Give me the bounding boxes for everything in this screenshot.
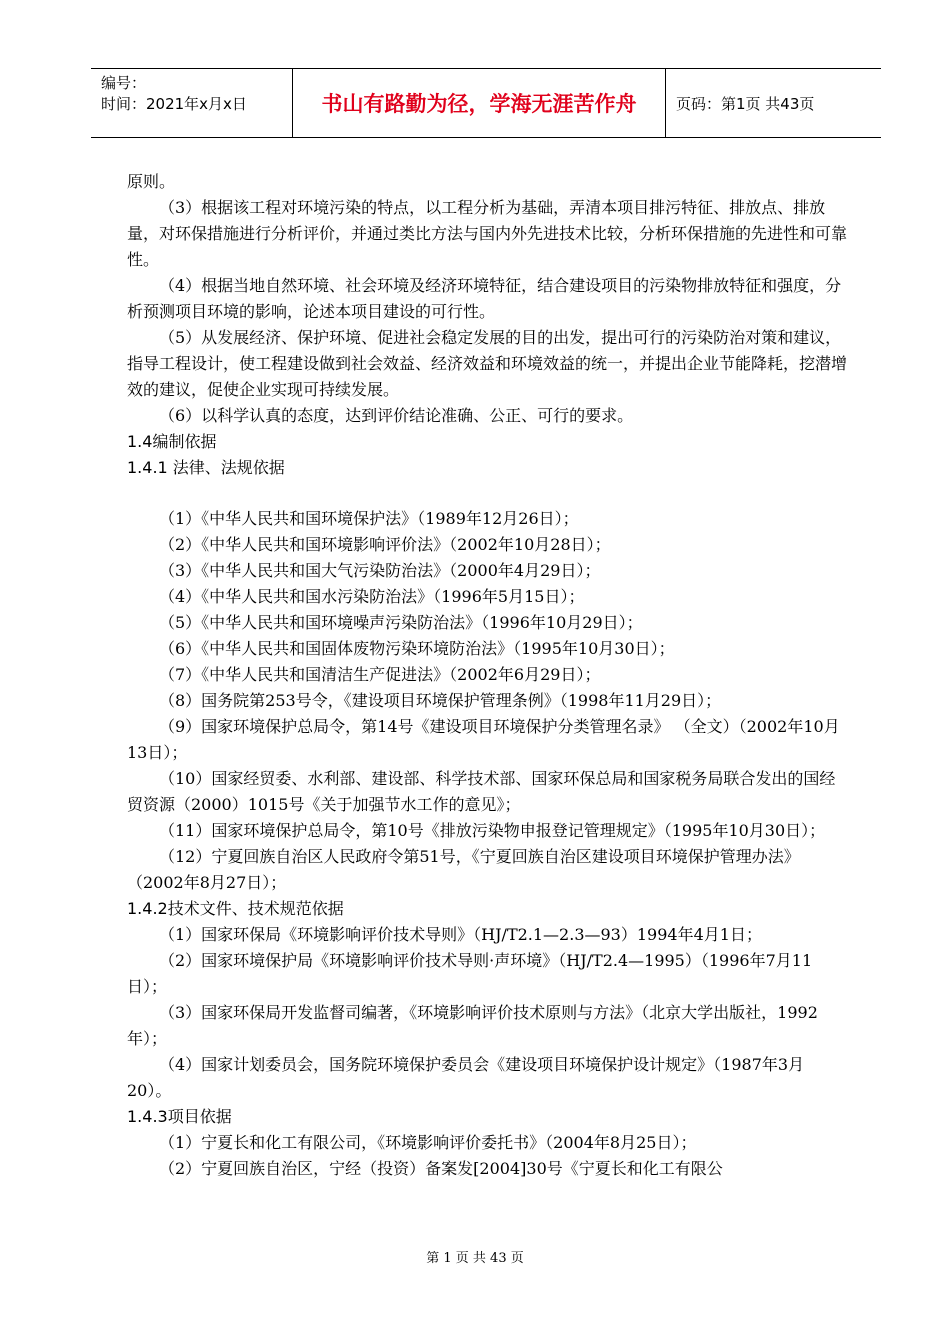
spacer (127, 481, 848, 506)
list-item: （4）国家计划委员会，国务院环境保护委员会《建设项目环境保护设计规定》（1987年3月20）。 (127, 1055, 805, 1100)
paragraph: （3）根据该工程对环境污染的特点，以工程分析为基础，弄清本项目排污特征、排放点、排放量，对环保措施进行分析评价，并通过类比方法与国内外先进技术比较，分析环保措施的先进性和可靠性。 (127, 198, 848, 269)
header-motto: 书山有路勤为径，学海无涯苦作舟 (292, 69, 666, 137)
list-item: （2）《中华人民共和国环境影响评价法》（2002年10月28日）； (159, 535, 611, 554)
list-item: （2）国家环境保护局《环境影响评价技术导则·声环境》（HJ/T2.4—1995）（1996年7月11日）； (127, 951, 813, 996)
page-header (91, 68, 881, 138)
list-item: （10）国家经贸委、水利部、建设部、科学技术部、国家环保总局和国家税务局联合发出的国经贸资源（2000）1015号《关于加强节水工作的意见》； (127, 769, 836, 814)
page-footer: 第 1 页 共 43 页 (426, 1251, 524, 1266)
list-item: （4）《中华人民共和国水污染防治法》（1996年5月15日）； (159, 587, 585, 606)
list-item: （1）国家环保局《环境影响评价技术导则》（HJ/T2.1—2.3—93）1994年4月1日； (159, 925, 762, 944)
list-item: （9）国家环境保护总局令，第14号《建设项目环境保护分类管理名录》 （全文）（2002年10月13日）； (127, 717, 840, 762)
list-item: （8）国务院第253号令，《建设项目环境保护管理条例》（1998年11月29日）； (159, 691, 722, 710)
list-item: （1）宁夏长和化工有限公司，《环境影响评价委托书》（2004年8月25日）； (159, 1133, 697, 1152)
paragraph: 原则。 (127, 172, 176, 191)
list-item: （2）宁夏回族自治区，宁经（投资）备案发[2004]30号《宁夏长和化工有限公 (159, 1159, 723, 1178)
list-item: （3）《中华人民共和国大气污染防治法》（2000年4月29日）； (159, 561, 601, 580)
time-label: 时间：2021年x月x日 (101, 95, 247, 113)
list-item: （11）国家环境保护总局令，第10号《排放污染物申报登记管理规定》（1995年10月30日）； (159, 821, 826, 840)
list-item: （3）国家环保局开发监督司编著，《环境影响评价技术原则与方法》（北京大学出版社，1992年）； (127, 1003, 818, 1048)
header-page-info: 页码：第1页 共43页 (676, 94, 815, 113)
paragraph: （5）从发展经济、保护环境、促进社会稳定发展的目的出发，提出可行的污染防治对策和建议，指导工程设计，使工程建设做到社会效益、经济效益和环境效益的统一，并提出企业节能降耗，挖潜增效的建议，促使企业实现可持续发展。 (127, 328, 848, 399)
list-item: （5）《中华人民共和国环境噪声污染防治法》（1996年10月29日）； (159, 613, 643, 632)
list-item: （7）《中华人民共和国清洁生产促进法》（2002年6月29日）； (159, 665, 601, 684)
section-heading: 1.4.3项目依据 (127, 1107, 232, 1126)
header-meta (91, 69, 292, 137)
paragraph: （4）根据当地自然环境、社会环境及经济环境特征，结合建设项目的污染物排放特征和强度，分析预测项目环境的影响，论述本项目建设的可行性。 (127, 276, 842, 321)
number-label: 编号： (101, 74, 147, 92)
section-heading: 1.4.2技术文件、技术规范依据 (127, 899, 344, 918)
section-heading: 1.4编制依据 (127, 432, 217, 451)
paragraph: （6）以科学认真的态度，达到评价结论准确、公正、可行的要求。 (159, 406, 634, 425)
list-item: （6）《中华人民共和国固体废物污染环境防治法》（1995年10月30日）； (159, 639, 675, 658)
section-heading: 1.4.1 法律、法规依据 (127, 458, 285, 477)
list-item: （1）《中华人民共和国环境保护法》（1989年12月26日）； (159, 509, 579, 528)
document-body (127, 169, 848, 1182)
list-item: （12）宁夏回族自治区人民政府令第51号，《宁夏回族自治区建设项目环境保护管理办法》（2002年8月27日）； (127, 847, 800, 892)
